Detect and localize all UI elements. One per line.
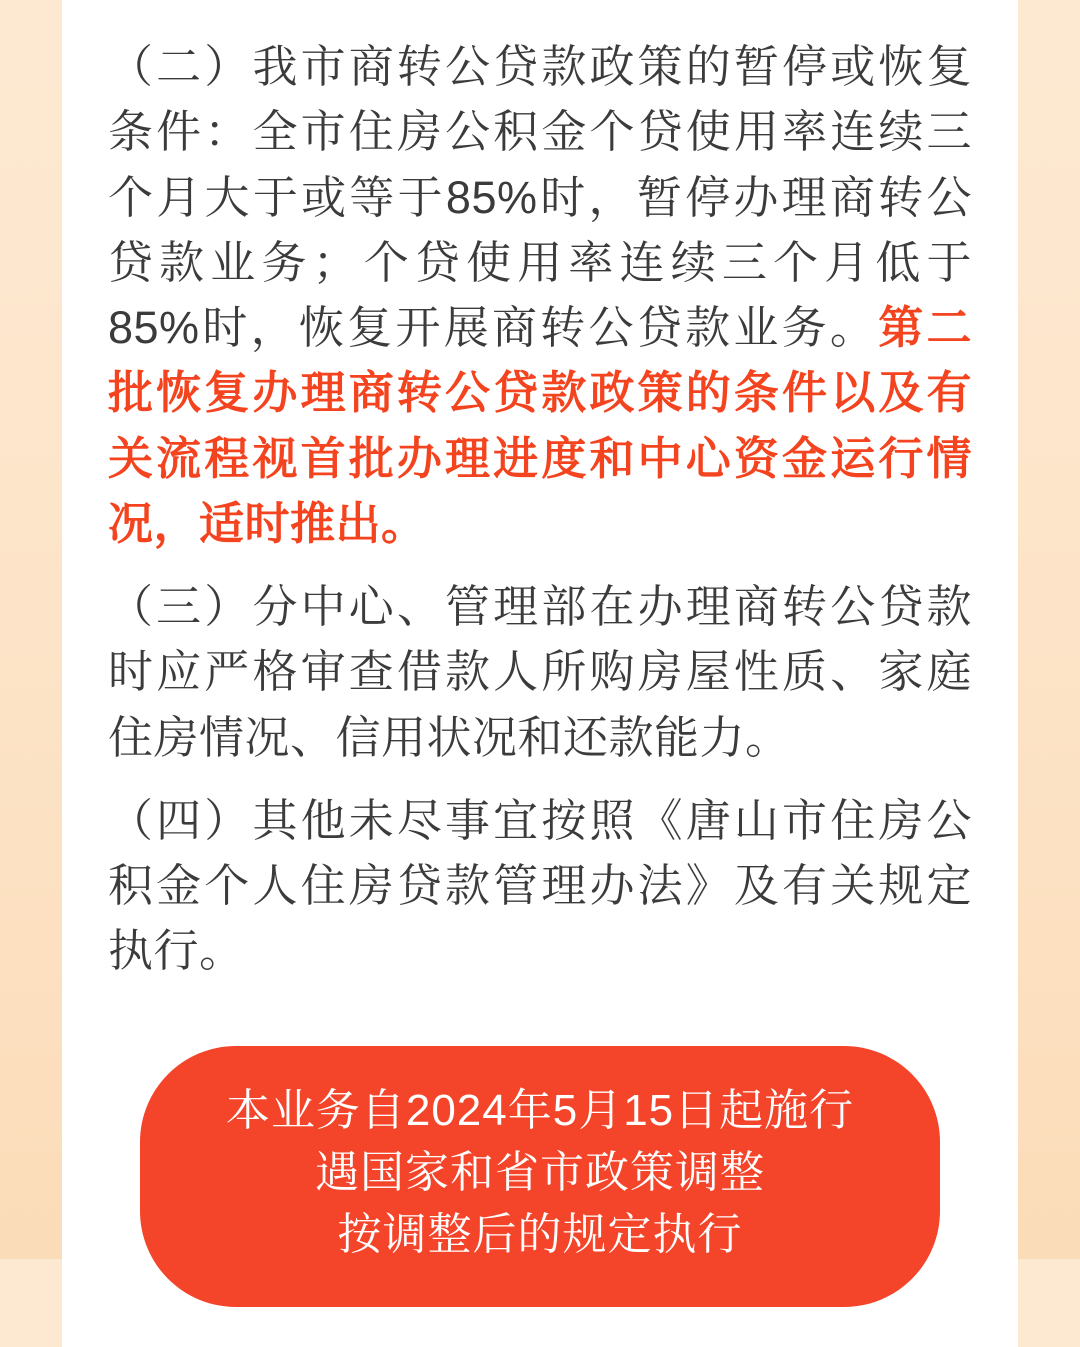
content-card [62, 0, 1018, 1347]
paragraph-item-2 [108, 34, 972, 556]
paragraph-item-2-text-highlight: 第二批恢复办理商转公贷款政策的条件以及有关流程视首批办理进度和中心资金运行情况，适时推出。 [108, 302, 972, 549]
badge-line-3: 按调整后的规定执行 [337, 1210, 743, 1260]
badge-line-1: 本业务自2024年5月15日起施行 [225, 1085, 855, 1135]
paragraph-spacer [108, 560, 972, 574]
paragraph-item-3-text: （三）分中心、管理部在办理商转公贷款时应严格审查借款人所购房屋性质、家庭住房情况、信用状况和还款能力。 [108, 581, 972, 763]
paragraph-item-4-text: （四）其他未尽事宜按照《唐山市住房公积金个人住房贷款管理办法》及有关规定执行。 [108, 794, 972, 977]
badge-line-2: 遇国家和省市政策调整 [315, 1147, 765, 1197]
paragraph-spacer [108, 774, 972, 788]
paragraph-item-2-text-plain: （二）我市商转公贷款政策的暂停或恢复条件：全市住房公积金个贷使用率连续三个月大于或等于85%时，暂停办理商转公贷款业务；个贷使用率连续三个月低于85%时，恢复开展商转公贷款业务。 [108, 41, 972, 353]
paragraph-item-3 [108, 574, 972, 770]
effective-date-badge [140, 1046, 940, 1307]
paragraph-item-4 [108, 788, 972, 984]
